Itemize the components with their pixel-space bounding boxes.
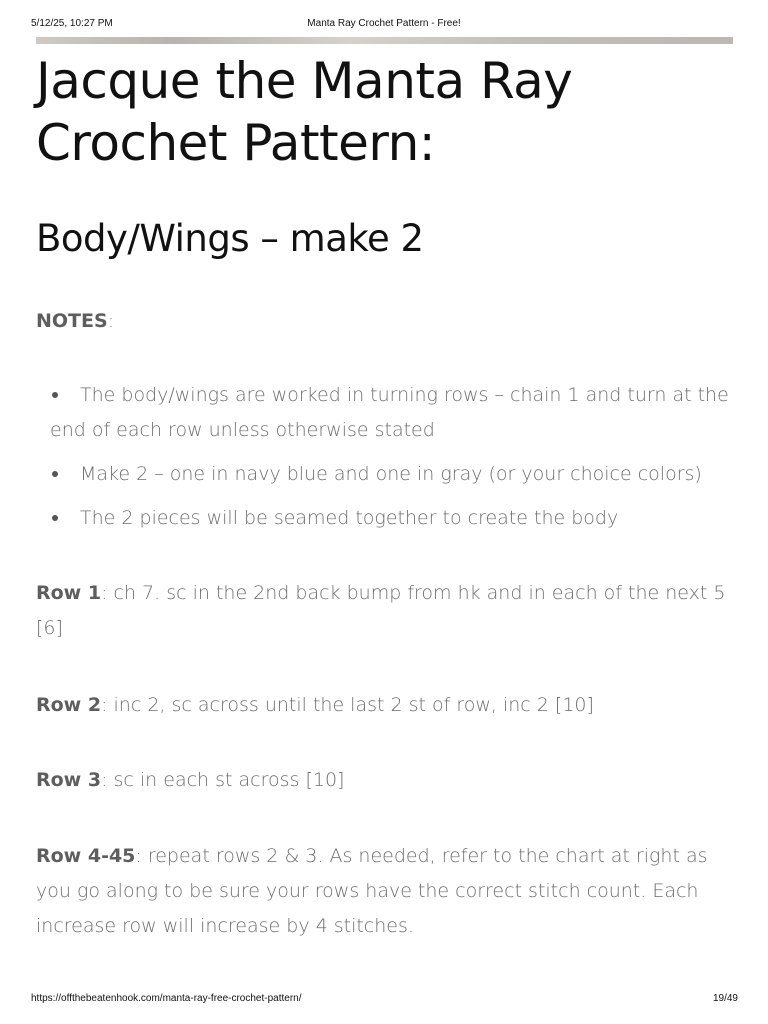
pattern-row-1 — [36, 576, 736, 646]
notes-label: NOTES — [36, 310, 108, 332]
pattern-row-3 — [36, 763, 736, 798]
section-title: Body/Wings – make 2 — [36, 217, 424, 260]
row-instruction: : repeat rows 2 & 3. As needed, refer to the chart at right as you go along to be sure your rows have the correct stitch count. Each increase row will increase by 4 stitches. — [36, 845, 708, 937]
page-url: https://offthebeatenhook.com/manta-ray-free-crochet-pattern/ — [31, 993, 302, 1004]
page-number: 19/49 — [712, 993, 738, 1004]
print-page-title: Manta Ray Crochet Pattern - Free! — [307, 18, 461, 29]
print-date: 5/12/25, 10:27 PM — [31, 18, 113, 29]
row-instruction: : ch 7. sc in the 2nd back bump from hk and in each of the next 5 [6] — [36, 582, 726, 639]
pattern-row-4-45 — [36, 839, 736, 944]
row-label: Row 3 — [36, 769, 102, 791]
pattern-row-2 — [36, 688, 736, 723]
header-image-strip — [36, 37, 733, 44]
notes-list — [36, 378, 736, 536]
list-item: The 2 pieces will be seamed together to create the body — [36, 501, 736, 536]
row-instruction: : sc in each st across [10] — [101, 769, 345, 791]
list-item: Make 2 – one in navy blue and one in gray (or your choice colors) — [36, 457, 736, 492]
notes-suffix: : — [107, 310, 115, 332]
row-instruction: : inc 2, sc across until the last 2 st of row, inc 2 [10] — [101, 694, 594, 716]
list-item: The body/wings are worked in turning rows – chain 1 and turn at the end of each row unless otherwise stated — [36, 378, 736, 448]
notes-heading — [36, 304, 736, 339]
row-label: Row 1 — [36, 582, 102, 604]
row-label: Row 2 — [36, 694, 102, 716]
page-title: Jacque the Manta Ray Crochet Pattern: — [36, 52, 573, 172]
row-label: Row 4-45 — [36, 845, 136, 867]
